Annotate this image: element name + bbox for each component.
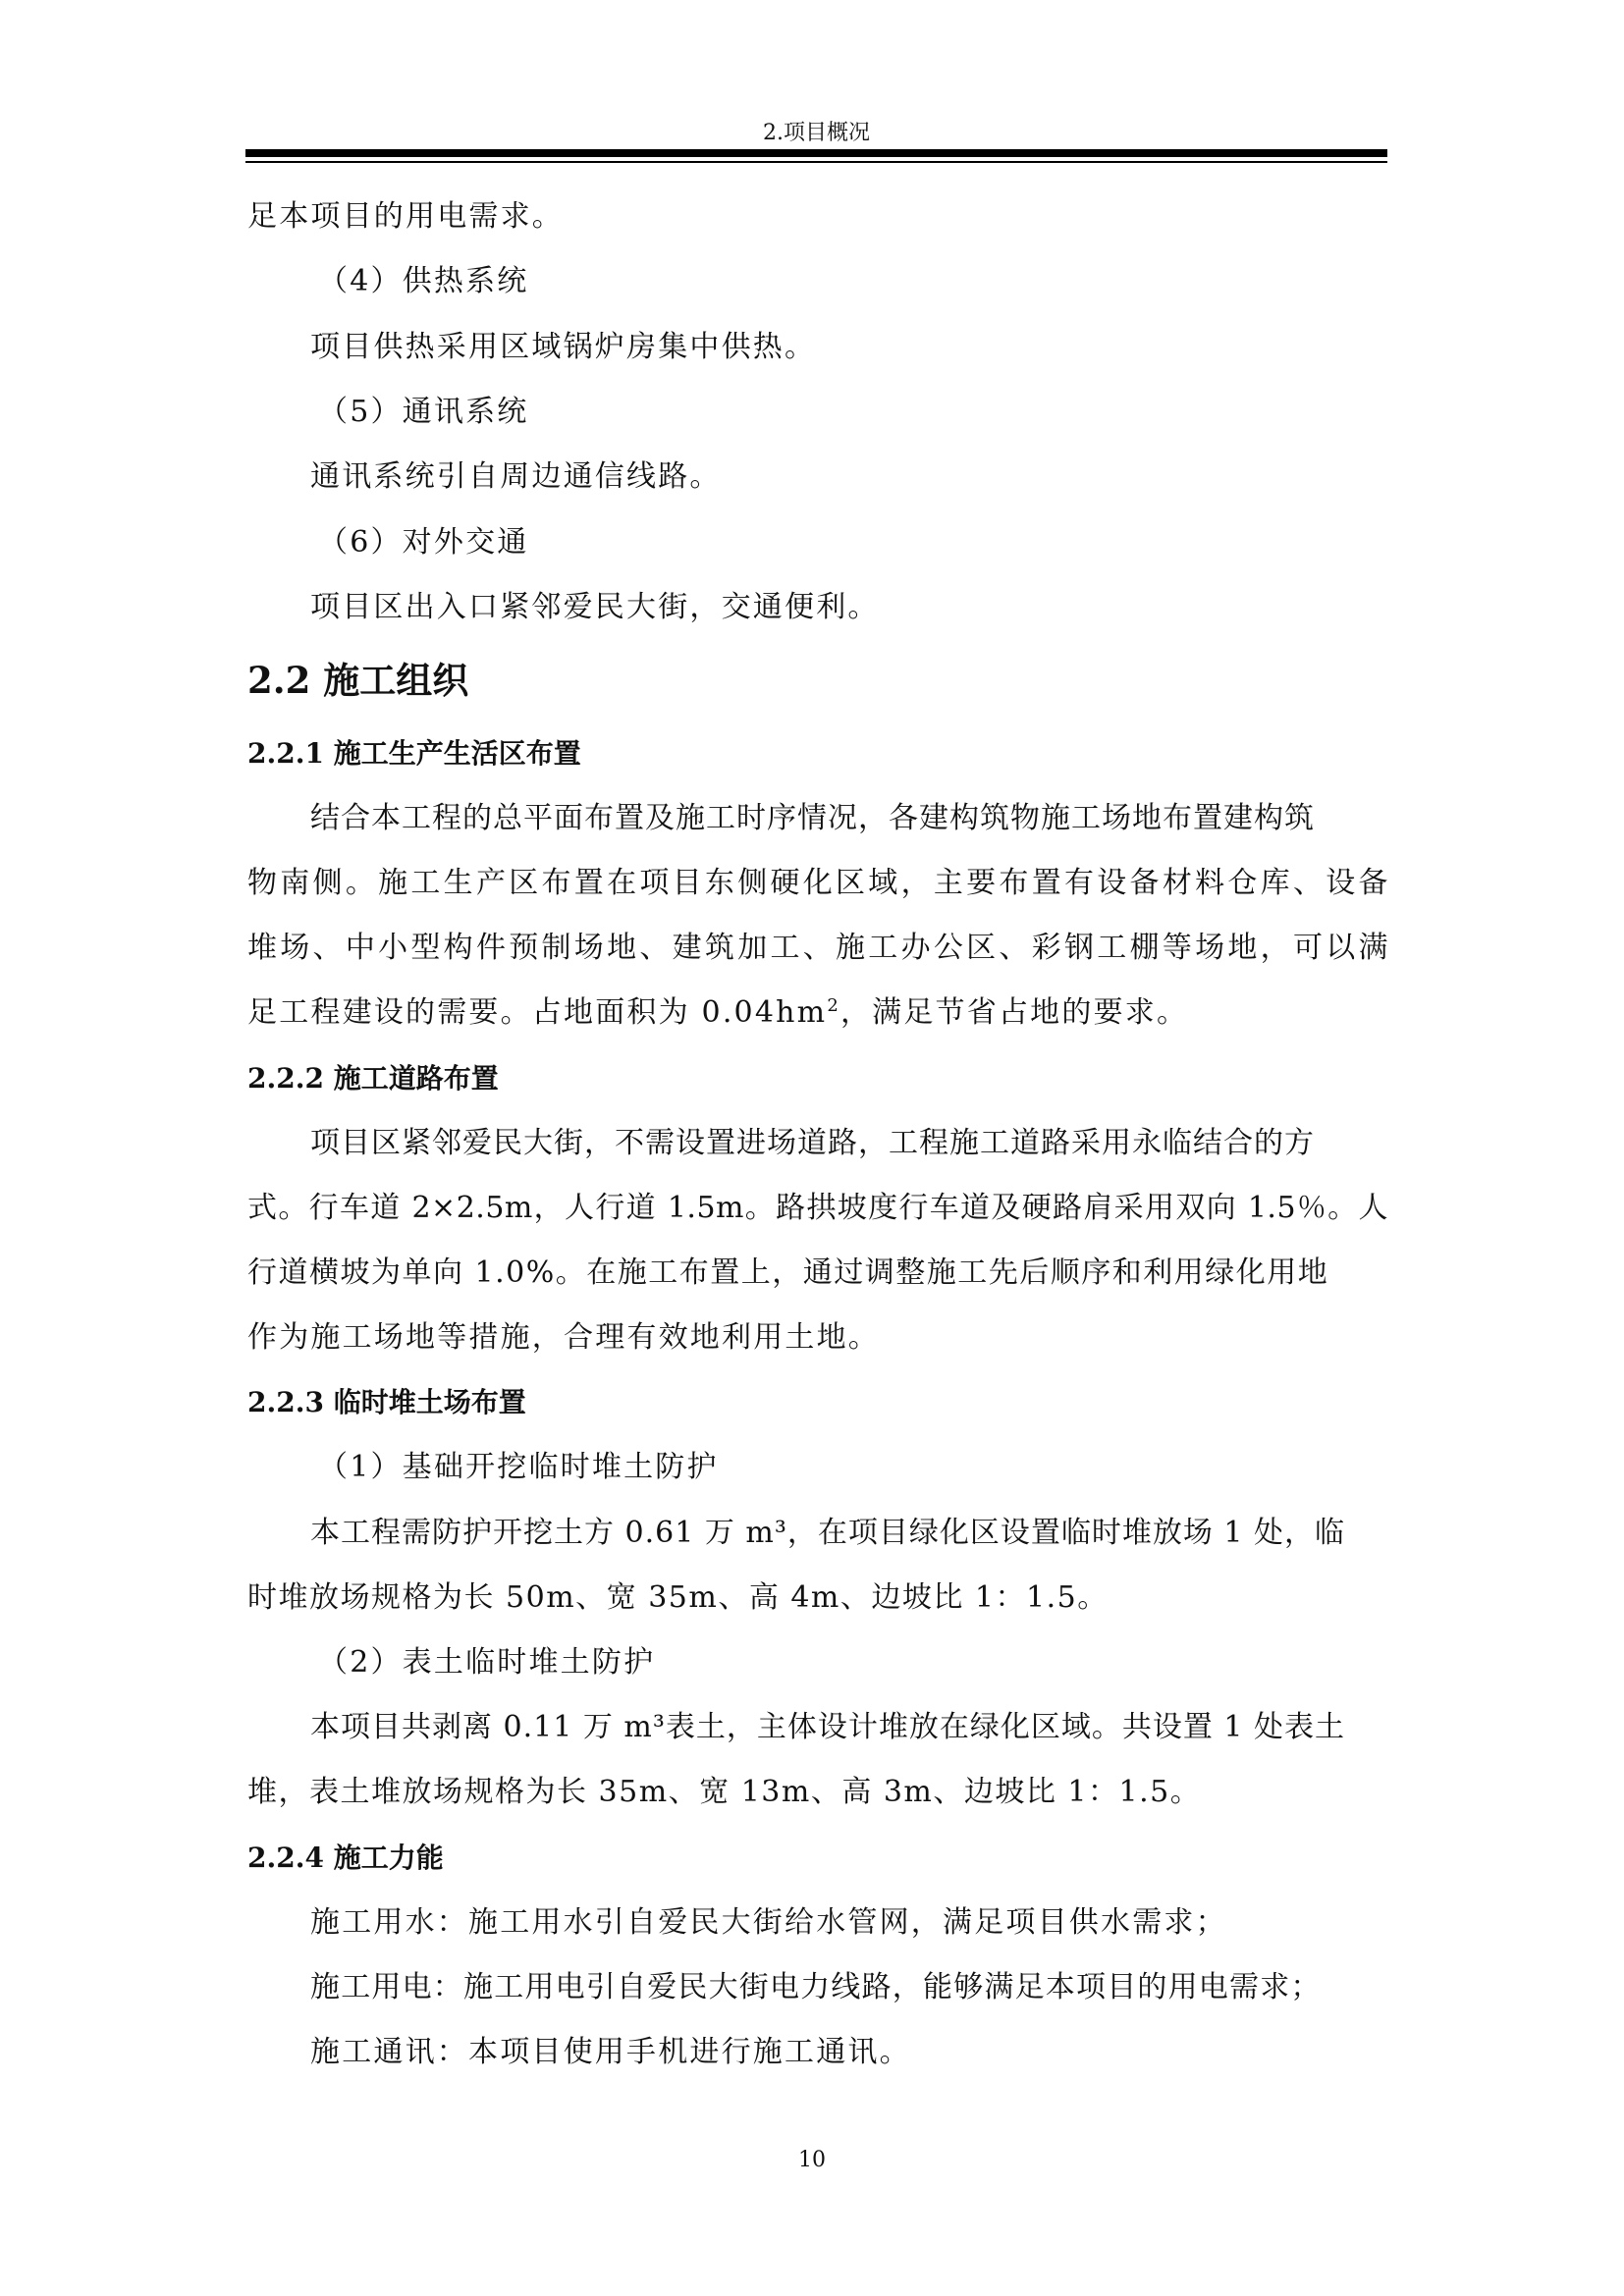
item-heading: （2）表土临时堆土防护 (318, 1645, 656, 1680)
subsection-heading-2-2-4: 2.2.4 施工力能 (247, 1842, 444, 1874)
header-rule-thick (245, 149, 1387, 157)
item-heading: （1）基础开挖临时堆土防护 (318, 1450, 719, 1484)
paragraph-line (247, 981, 1388, 1045)
item-heading: （4）供热系统 (318, 264, 529, 298)
subsection-heading-2-2-3: 2.2.3 临时堆土场布置 (247, 1386, 526, 1418)
header-rule-thin (245, 161, 1387, 163)
paragraph-line: 本工程需防护开挖土方 0.61 万 m³，在项目绿化区设置临时堆放场 1 处，临 (310, 1516, 1346, 1550)
paragraph-line: 堆，表土堆放场规格为长 35m、宽 13m、高 3m、边坡比 1：1.5。 (247, 1775, 1202, 1809)
paragraph-line: 施工用电：施工用电引自爱民大街电力线路，能够满足本项目的用电需求； (310, 1970, 1322, 2004)
paragraph-line: 项目区紧邻爱民大街，不需设置进场道路，工程施工道路采用永临结合的方 (310, 1126, 1315, 1160)
item-heading: （6）对外交通 (318, 525, 529, 560)
paragraph-line: 项目供热采用区域锅炉房集中供热。 (310, 330, 817, 364)
paragraph-line: 式。行车道 2×2.5m，人行道 1.5m。路拱坡度行车道及硬路肩采用双向 1.5％。人 (247, 1191, 1388, 1225)
item-heading: （5）通讯系统 (318, 395, 529, 429)
superscript: 2 (827, 995, 840, 1016)
text-run: 足工程建设的需要。占地面积为 0.04hm (247, 995, 828, 1030)
paragraph-line: 物南侧。施工生产区布置在项目东侧硬化区域，主要布置有设备材料仓库、设备 (247, 866, 1388, 900)
subsection-heading-2-2-1: 2.2.1 施工生产生活区布置 (247, 737, 581, 770)
paragraph-line: 时堆放场规格为长 50m、宽 35m、高 4m、边坡比 1：1.5。 (247, 1580, 1109, 1615)
paragraph-line: 本项目共剥离 0.11 万 m³表土，主体设计堆放在绿化区域。共设置 1 处表土 (310, 1710, 1346, 1744)
page-number: 10 (798, 2148, 826, 2172)
paragraph-line: 足本项目的用电需求。 (247, 199, 564, 234)
paragraph-line: 项目区出入口紧邻爱民大街，交通便利。 (310, 590, 880, 624)
paragraph-line: 行道横坡为单向 1.0%。在施工布置上，通过调整施工先后顺序和利用绿化用地 (247, 1255, 1329, 1290)
paragraph-line: 施工通讯：本项目使用手机进行施工通讯。 (310, 2035, 911, 2069)
paragraph-line: 作为施工场地等措施，合理有效地利用土地。 (247, 1320, 880, 1355)
paragraph-line: 施工用水：施工用水引自爱民大街给水管网，满足项目供水需求； (310, 1905, 1227, 1940)
paragraph-line: 结合本工程的总平面布置及施工时序情况，各建构筑物施工场地布置建构筑 (310, 801, 1315, 835)
subsection-heading-2-2-2: 2.2.2 施工道路布置 (247, 1062, 499, 1095)
running-header: 2.项目概况 (763, 121, 870, 145)
paragraph-line: 通讯系统引自周边通信线路。 (310, 459, 722, 494)
text-run: ，满足节省占地的要求。 (839, 995, 1189, 1030)
paragraph-line: 堆场、中小型构件预制场地、建筑加工、施工办公区、彩钢工棚等场地，可以满 (247, 931, 1388, 965)
section-heading-2-2: 2.2 施工组织 (247, 659, 469, 702)
